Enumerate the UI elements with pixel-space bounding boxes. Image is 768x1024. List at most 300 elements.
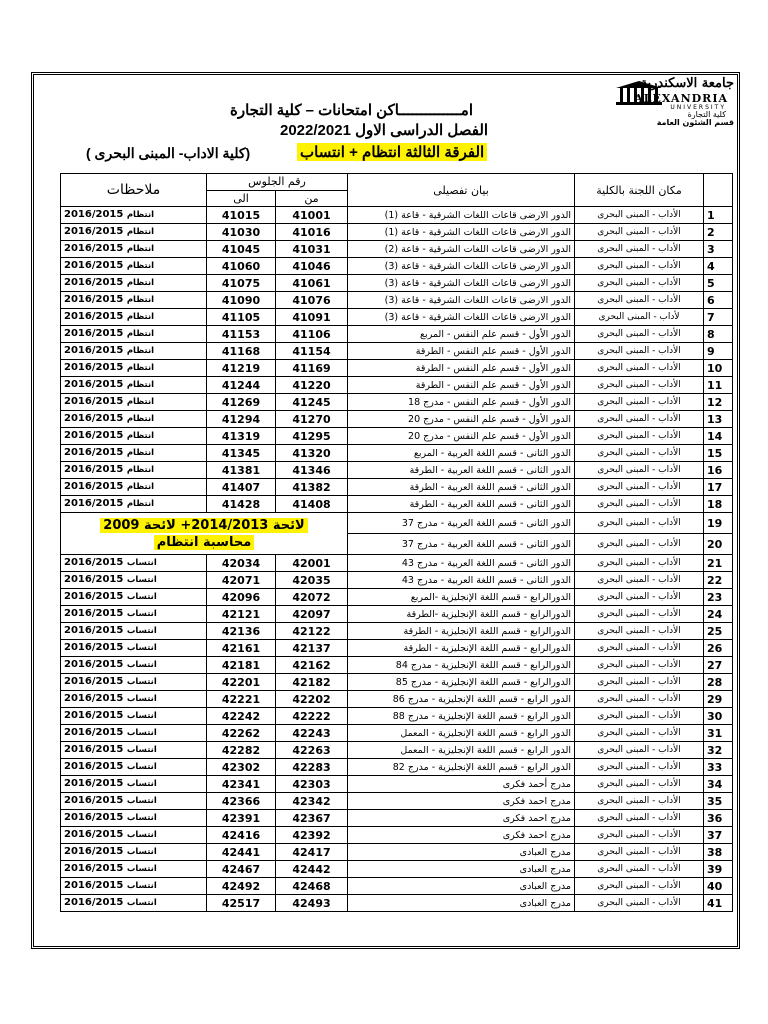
table-row	[61, 827, 733, 844]
row-note-year: 2016/2015	[64, 345, 124, 357]
row-note-kind: انتظام	[126, 346, 155, 357]
row-note-kind: انتساب	[126, 558, 157, 569]
row-seat-to: 42391	[207, 810, 276, 827]
row-seat-from: 42001	[276, 555, 348, 572]
row-seat-from: 41346	[276, 462, 348, 479]
row-number: 34	[704, 776, 733, 793]
row-number: 9	[704, 343, 733, 360]
table-row	[61, 810, 733, 827]
row-notes	[61, 462, 207, 479]
row-details: مدرج العبادى	[348, 844, 575, 861]
table-row	[61, 725, 733, 742]
row-seat-from: 41270	[276, 411, 348, 428]
row-note-year: 2016/2015	[64, 260, 124, 272]
row-seat-to: 42136	[207, 623, 276, 640]
merged-note-line1: لائحة 2014/2013+ لائحة 2009	[100, 518, 307, 533]
row-notes	[61, 572, 207, 589]
row-note-year: 2016/2015	[64, 557, 124, 569]
row-number: 33	[704, 759, 733, 776]
row-seat-from: 42243	[276, 725, 348, 742]
row-details: الدور الأول - قسم علم النفس - مدرج 20	[348, 411, 575, 428]
row-details: مدرج احمد فكرى	[348, 793, 575, 810]
row-location: الأداب - المبنى البحرى	[575, 479, 704, 496]
row-details: الدور الارضى قاعات اللغات الشرقية - قاعة (3)	[348, 258, 575, 275]
row-note-year: 2016/2015	[64, 863, 124, 875]
header-details: بيان تفصيلى	[348, 174, 575, 207]
row-note-year: 2016/2015	[64, 812, 124, 824]
row-notes	[61, 326, 207, 343]
row-number: 18	[704, 496, 733, 513]
row-seat-from: 42222	[276, 708, 348, 725]
row-note-kind: انتظام	[126, 482, 155, 493]
row-location: الأداب - المبنى البحرى	[575, 827, 704, 844]
row-details: الدور الأول - قسم علم النفس - الطرقة	[348, 377, 575, 394]
row-details: الدورالرابع - قسم اللغة الإنجليزية -الطرقة	[348, 606, 575, 623]
row-note-kind: انتساب	[126, 796, 157, 807]
row-number: 36	[704, 810, 733, 827]
row-seat-from: 42342	[276, 793, 348, 810]
row-seat-from: 42072	[276, 589, 348, 606]
row-seat-to: 41075	[207, 275, 276, 292]
row-location: الأداب - المبنى البحرى	[575, 326, 704, 343]
row-seat-from: 41295	[276, 428, 348, 445]
row-location: الأداب - المبنى البحرى	[575, 674, 704, 691]
row-seat-from: 42468	[276, 878, 348, 895]
header-semester: الفصل الدراسى الاول 2022/2021	[280, 122, 489, 139]
row-note-kind: انتساب	[126, 711, 157, 722]
row-location: الأداب - المبنى البحرى	[575, 878, 704, 895]
header-seat-number: رقم الجلوس	[207, 174, 348, 191]
row-location: الأداب - المبنى البحرى	[575, 258, 704, 275]
row-note-kind: انتساب	[126, 830, 157, 841]
row-details: مدرج أحمد فكرى	[348, 776, 575, 793]
row-seat-to: 42416	[207, 827, 276, 844]
table-row	[61, 394, 733, 411]
row-note-year: 2016/2015	[64, 294, 124, 306]
merged-note-line2: محاسبة انتظام	[154, 535, 255, 550]
row-notes	[61, 394, 207, 411]
row-number: 20	[704, 534, 733, 555]
row-seat-from: 41382	[276, 479, 348, 496]
row-note-kind: انتساب	[126, 643, 157, 654]
row-number: 14	[704, 428, 733, 445]
table-row	[61, 360, 733, 377]
row-seat-from: 41245	[276, 394, 348, 411]
row-note-year: 2016/2015	[64, 591, 124, 603]
row-note-kind: انتساب	[126, 745, 157, 756]
row-seat-from: 42035	[276, 572, 348, 589]
row-location: لأداب - المبنى البحرى	[575, 309, 704, 326]
row-notes	[61, 674, 207, 691]
logo-arabic-name: جامعة الاسكندرية	[640, 76, 734, 91]
row-seat-to: 41153	[207, 326, 276, 343]
row-note-kind: انتظام	[126, 278, 155, 289]
row-number: 2	[704, 224, 733, 241]
row-note-kind: انتساب	[126, 694, 157, 705]
row-notes	[61, 377, 207, 394]
row-note-kind: انتظام	[126, 210, 155, 221]
row-seat-to: 41294	[207, 411, 276, 428]
row-seat-to: 42071	[207, 572, 276, 589]
table-row	[61, 793, 733, 810]
row-seat-from: 41046	[276, 258, 348, 275]
row-seat-to: 42366	[207, 793, 276, 810]
row-number: 4	[704, 258, 733, 275]
row-number: 19	[704, 513, 733, 534]
row-seat-to: 42302	[207, 759, 276, 776]
row-number: 31	[704, 725, 733, 742]
row-note-year: 2016/2015	[64, 744, 124, 756]
row-location: الأداب - المبنى البحرى	[575, 861, 704, 878]
row-seat-from: 41320	[276, 445, 348, 462]
row-location: الأداب - المبنى البحرى	[575, 657, 704, 674]
row-notes	[61, 411, 207, 428]
table-row	[61, 309, 733, 326]
row-seat-to: 42096	[207, 589, 276, 606]
row-details: الدور الارضى قاعات اللغات الشرقية - قاعة (3)	[348, 275, 575, 292]
row-seat-to: 42181	[207, 657, 276, 674]
logo-english-sub: UNIVERSITY	[670, 104, 726, 111]
row-details: الدور الثانى - قسم اللغة العربية - مدرج 43	[348, 572, 575, 589]
row-location: الأداب - المبنى البحرى	[575, 377, 704, 394]
row-details: الدور الثانى - قسم اللغة العربية - الطرقة	[348, 462, 575, 479]
row-location: الأداب - المبنى البحرى	[575, 810, 704, 827]
row-details: الدورالرابع - قسم اللغة الإنجليزية - الطرقة	[348, 623, 575, 640]
row-notes	[61, 241, 207, 258]
row-note-year: 2016/2015	[64, 659, 124, 671]
row-seat-to: 42221	[207, 691, 276, 708]
row-location: الأداب - المبنى البحرى	[575, 589, 704, 606]
row-number: 10	[704, 360, 733, 377]
row-note-kind: انتظام	[126, 227, 155, 238]
table-row	[61, 606, 733, 623]
row-note-year: 2016/2015	[64, 498, 124, 510]
row-notes	[61, 360, 207, 377]
row-seat-to: 42034	[207, 555, 276, 572]
header-title: امــــــــــــــاكن امتحانات – كلية التجارة	[230, 102, 474, 119]
row-notes	[61, 496, 207, 513]
row-seat-to: 42201	[207, 674, 276, 691]
row-note-kind: انتظام	[126, 397, 155, 408]
row-notes	[61, 793, 207, 810]
row-location: الأداب - المبنى البحرى	[575, 292, 704, 309]
row-location: الأداب - المبنى البحرى	[575, 207, 704, 224]
row-number: 13	[704, 411, 733, 428]
row-seat-to: 42341	[207, 776, 276, 793]
row-number: 16	[704, 462, 733, 479]
row-location: الأداب - المبنى البحرى	[575, 640, 704, 657]
row-notes	[61, 691, 207, 708]
row-seat-to: 42161	[207, 640, 276, 657]
row-notes	[61, 555, 207, 572]
row-note-year: 2016/2015	[64, 328, 124, 340]
table-row	[61, 462, 733, 479]
row-details: مدرج العبادى	[348, 878, 575, 895]
row-seat-from: 41076	[276, 292, 348, 309]
row-seat-from: 42202	[276, 691, 348, 708]
row-note-year: 2016/2015	[64, 778, 124, 790]
table-row	[61, 589, 733, 606]
row-location: الأداب - المبنى البحرى	[575, 445, 704, 462]
row-note-year: 2016/2015	[64, 710, 124, 722]
row-location: الأداب - المبنى البحرى	[575, 360, 704, 377]
row-location: الأداب - المبنى البحرى	[575, 844, 704, 861]
row-note-year: 2016/2015	[64, 897, 124, 909]
row-note-year: 2016/2015	[64, 243, 124, 255]
row-details: الدور الارضى قاعات اللغات الشرقية - قاعة (3)	[348, 309, 575, 326]
row-note-kind: انتساب	[126, 575, 157, 586]
row-notes	[61, 343, 207, 360]
row-seat-to: 42121	[207, 606, 276, 623]
row-details: الدور الثانى - قسم اللغة العربية - مدرج 37	[348, 513, 575, 534]
row-number: 27	[704, 657, 733, 674]
row-location: الأداب - المبنى البحرى	[575, 708, 704, 725]
row-location: الأداب - المبنى البحرى	[575, 411, 704, 428]
header-building: (كلية الاداب- المبنى البحرى )	[86, 145, 251, 161]
row-seat-to: 42282	[207, 742, 276, 759]
row-note-kind: انتساب	[126, 660, 157, 671]
row-number: 5	[704, 275, 733, 292]
row-seat-from: 42097	[276, 606, 348, 623]
row-location: الأداب - المبنى البحرى	[575, 555, 704, 572]
table-row	[61, 878, 733, 895]
row-location: الأداب - المبنى البحرى	[575, 759, 704, 776]
row-number: 17	[704, 479, 733, 496]
row-number: 7	[704, 309, 733, 326]
row-location: الأداب - المبنى البحرى	[575, 793, 704, 810]
table-row	[61, 674, 733, 691]
table-row	[61, 496, 733, 513]
row-note-kind: انتظام	[126, 448, 155, 459]
row-details: الدور الأول - قسم علم النفس - مدرج 18	[348, 394, 575, 411]
header-year-group: الفرقة الثالثة انتظام + انتساب	[297, 143, 487, 161]
row-seat-to: 41105	[207, 309, 276, 326]
row-notes	[61, 742, 207, 759]
row-seat-to: 41345	[207, 445, 276, 462]
row-seat-to: 42262	[207, 725, 276, 742]
row-seat-to: 42467	[207, 861, 276, 878]
row-note-kind: انتساب	[126, 592, 157, 603]
row-seat-from: 41408	[276, 496, 348, 513]
row-seat-from: 42417	[276, 844, 348, 861]
row-details: الدور الارضى قاعات اللغات الشرقية - قاعة (1)	[348, 207, 575, 224]
row-seat-from: 42442	[276, 861, 348, 878]
row-notes	[61, 428, 207, 445]
row-location: الأداب - المبنى البحرى	[575, 462, 704, 479]
row-note-kind: انتساب	[126, 898, 157, 909]
row-details: الدور الثانى - قسم اللغة العربية - المربع	[348, 445, 575, 462]
row-notes	[61, 640, 207, 657]
row-location: الأداب - المبنى البحرى	[575, 428, 704, 445]
row-seat-from: 42392	[276, 827, 348, 844]
row-note-year: 2016/2015	[64, 625, 124, 637]
row-number: 6	[704, 292, 733, 309]
row-seat-from: 42493	[276, 895, 348, 912]
row-note-year: 2016/2015	[64, 209, 124, 221]
row-seat-to: 41030	[207, 224, 276, 241]
table-row	[61, 326, 733, 343]
row-note-year: 2016/2015	[64, 447, 124, 459]
row-seat-from: 41061	[276, 275, 348, 292]
row-notes	[61, 224, 207, 241]
table-row	[61, 572, 733, 589]
row-number: 38	[704, 844, 733, 861]
row-note-year: 2016/2015	[64, 676, 124, 688]
row-location: الأداب - المبنى البحرى	[575, 623, 704, 640]
table-row	[61, 224, 733, 241]
table-row	[61, 776, 733, 793]
table-body-merged	[61, 513, 733, 555]
row-note-kind: انتساب	[126, 626, 157, 637]
table-body-regular	[61, 207, 733, 513]
table-row	[61, 742, 733, 759]
row-number: 12	[704, 394, 733, 411]
row-seat-from: 41001	[276, 207, 348, 224]
row-location: الأداب - المبنى البحرى	[575, 513, 704, 534]
row-seat-from: 42367	[276, 810, 348, 827]
row-details: مدرج العبادى	[348, 861, 575, 878]
row-seat-from: 42162	[276, 657, 348, 674]
row-details: الدور الثانى - قسم اللغة العربية - الطرقة	[348, 479, 575, 496]
row-notes	[61, 445, 207, 462]
row-details: الدورالرابع - قسم اللغة الإنجليزية -المربع	[348, 589, 575, 606]
row-notes	[61, 606, 207, 623]
row-note-year: 2016/2015	[64, 693, 124, 705]
row-number: 28	[704, 674, 733, 691]
row-details: الدور الثانى - قسم اللغة العربية - الطرقة	[348, 496, 575, 513]
row-number: 22	[704, 572, 733, 589]
row-details: الدور الأول - قسم علم النفس - مدرج 20	[348, 428, 575, 445]
row-number: 3	[704, 241, 733, 258]
row-note-year: 2016/2015	[64, 846, 124, 858]
row-seat-from: 41169	[276, 360, 348, 377]
row-note-year: 2016/2015	[64, 795, 124, 807]
row-note-kind: انتظام	[126, 261, 155, 272]
row-seat-from: 41091	[276, 309, 348, 326]
row-note-kind: انتساب	[126, 864, 157, 875]
row-number: 26	[704, 640, 733, 657]
row-notes	[61, 623, 207, 640]
row-notes	[61, 657, 207, 674]
row-details: الدورالرابع - قسم اللغة الإنجليزية - مدرج 84	[348, 657, 575, 674]
table-row	[61, 513, 733, 534]
row-seat-from: 41031	[276, 241, 348, 258]
row-location: الأداب - المبنى البحرى	[575, 776, 704, 793]
row-number: 41	[704, 895, 733, 912]
header-notes: ملاحظات	[61, 174, 207, 207]
row-details: الدور الارضى قاعات اللغات الشرقية - قاعة (1)	[348, 224, 575, 241]
row-note-kind: انتساب	[126, 881, 157, 892]
row-note-year: 2016/2015	[64, 727, 124, 739]
row-number: 29	[704, 691, 733, 708]
row-details: الدور الثانى - قسم اللغة العربية - مدرج 43	[348, 555, 575, 572]
logo-department: قسم الشئون العامة	[656, 118, 734, 127]
row-number: 15	[704, 445, 733, 462]
row-number: 35	[704, 793, 733, 810]
row-notes	[61, 275, 207, 292]
table-row	[61, 895, 733, 912]
table-row	[61, 411, 733, 428]
row-seat-from: 41220	[276, 377, 348, 394]
row-details: الدور الرابع - قسم اللغة الإنجليزية - مدرج 88	[348, 708, 575, 725]
row-seat-from: 42263	[276, 742, 348, 759]
row-details: الدور الأول - قسم علم النفس - المربع	[348, 326, 575, 343]
row-note-kind: انتظام	[126, 329, 155, 340]
row-details: الدور الأول - قسم علم النفس - الطرقة	[348, 360, 575, 377]
row-note-kind: انتساب	[126, 762, 157, 773]
row-note-year: 2016/2015	[64, 430, 124, 442]
row-note-kind: انتظام	[126, 363, 155, 374]
row-seat-to: 42441	[207, 844, 276, 861]
row-note-kind: انتظام	[126, 380, 155, 391]
row-number: 8	[704, 326, 733, 343]
exam-locations-table	[60, 173, 733, 912]
row-location: الأداب - المبنى البحرى	[575, 275, 704, 292]
table-row	[61, 275, 733, 292]
row-note-kind: انتظام	[126, 312, 155, 323]
row-note-year: 2016/2015	[64, 464, 124, 476]
row-location: الأداب - المبنى البحرى	[575, 606, 704, 623]
row-notes	[61, 309, 207, 326]
row-details: الدور الرابع - قسم اللغة الإنجليزية - المعمل	[348, 725, 575, 742]
row-number: 40	[704, 878, 733, 895]
row-seat-to: 41428	[207, 496, 276, 513]
row-seat-to: 41319	[207, 428, 276, 445]
row-seat-from: 41016	[276, 224, 348, 241]
row-number: 23	[704, 589, 733, 606]
row-notes	[61, 844, 207, 861]
table-row	[61, 292, 733, 309]
row-notes	[61, 776, 207, 793]
row-seat-to: 41168	[207, 343, 276, 360]
table-body-affiliation	[61, 555, 733, 912]
row-details: الدورالرابع - قسم اللغة الإنجليزية - مدرج 85	[348, 674, 575, 691]
table-row	[61, 657, 733, 674]
header-location: مكان اللجنة بالكلية	[575, 174, 704, 207]
row-location: الأداب - المبنى البحرى	[575, 343, 704, 360]
table-row	[61, 708, 733, 725]
row-note-kind: انتظام	[126, 244, 155, 255]
table-row	[61, 377, 733, 394]
row-details: الدور الارضى قاعات اللغات الشرقية - قاعة (3)	[348, 292, 575, 309]
row-details: الدور الرابع - قسم اللغة الإنجليزية - المعمل	[348, 742, 575, 759]
row-note-year: 2016/2015	[64, 362, 124, 374]
table-row	[61, 445, 733, 462]
row-seat-from: 42137	[276, 640, 348, 657]
row-number: 39	[704, 861, 733, 878]
row-location: الأداب - المبنى البحرى	[575, 241, 704, 258]
row-seat-from: 42303	[276, 776, 348, 793]
row-seat-from: 41106	[276, 326, 348, 343]
row-note-kind: انتظام	[126, 414, 155, 425]
row-note-kind: انتساب	[126, 813, 157, 824]
row-details: مدرج احمد فكرى	[348, 810, 575, 827]
row-number: 1	[704, 207, 733, 224]
table-row	[61, 623, 733, 640]
row-seat-to: 41045	[207, 241, 276, 258]
row-notes	[61, 878, 207, 895]
row-location: الأداب - المبنى البحرى	[575, 534, 704, 555]
table-row	[61, 640, 733, 657]
header-to: الى	[207, 190, 276, 207]
row-note-year: 2016/2015	[64, 880, 124, 892]
row-seat-to: 41269	[207, 394, 276, 411]
row-number: 37	[704, 827, 733, 844]
merged-note	[61, 513, 348, 555]
row-note-year: 2016/2015	[64, 761, 124, 773]
row-notes	[61, 292, 207, 309]
table-row	[61, 861, 733, 878]
